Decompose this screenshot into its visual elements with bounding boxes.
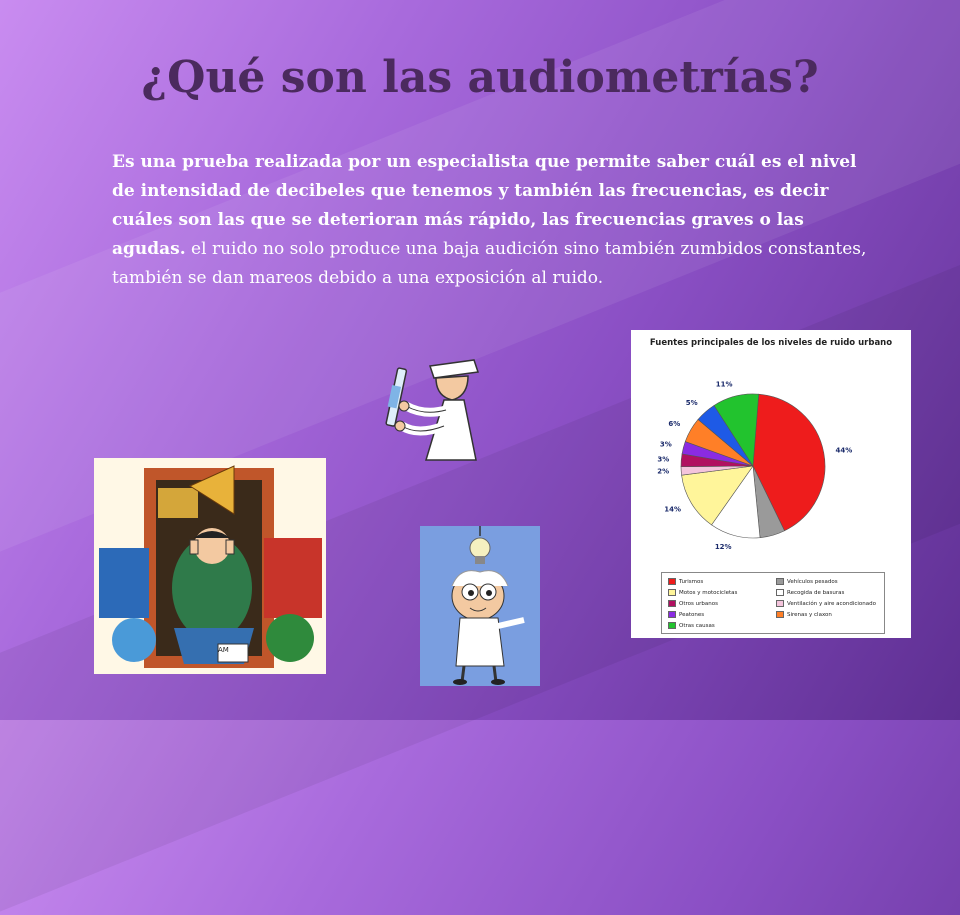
- chart-legend: [661, 572, 885, 634]
- legend-swatch: [668, 622, 676, 629]
- pie-slice-label: 5%: [685, 398, 698, 407]
- legend-swatch: [776, 600, 784, 607]
- legend-label: Vehículos pesados: [787, 578, 838, 585]
- legend-item: [668, 589, 737, 596]
- legend-swatch: [668, 578, 676, 585]
- pie-slice-label: 14%: [664, 505, 682, 514]
- pie-slice-label: 11%: [715, 380, 733, 389]
- legend-item: [668, 622, 715, 629]
- noise-illustration: [94, 458, 326, 674]
- legend-swatch: [668, 611, 676, 618]
- legend-item: [668, 611, 704, 618]
- legend-label: Turismos: [679, 578, 704, 585]
- legend-item: [776, 611, 832, 618]
- legend-swatch: [776, 611, 784, 618]
- nurse-clipart: [372, 356, 484, 466]
- legend-item: [776, 578, 838, 585]
- pie-slice-label: 12%: [714, 543, 732, 552]
- pie-slice-label: 3%: [659, 440, 672, 449]
- noise-signature: AM: [218, 646, 229, 654]
- scientist-clipart: [420, 526, 540, 686]
- pie-slice-label: 44%: [835, 446, 853, 455]
- legend-label: Otros urbanos: [679, 600, 718, 607]
- pie-chart-svg: [631, 330, 911, 570]
- legend-item: [668, 600, 718, 607]
- pie-chart: [631, 330, 911, 638]
- body-text-bold: Es una prueba realizada por un especialista que permite saber cuál es el nivel de intensidad de decibeles que tenemos y también las frecuencias, es decir cuáles son las que se deterioran más rápido, las frecuencias graves o las agudas.: [112, 152, 857, 259]
- legend-swatch: [776, 589, 784, 596]
- pie-slice-label: 6%: [668, 419, 681, 428]
- body-text-normal: el ruido no solo produce una baja audición sino también zumbidos constantes, también se dan mareos debido a una exposición al ruido.: [112, 239, 867, 288]
- pie-slice-label: 3%: [657, 455, 670, 464]
- legend-swatch: [668, 600, 676, 607]
- legend-item: [668, 578, 703, 585]
- legend-label: Peatones: [679, 611, 705, 618]
- legend-item: [776, 589, 844, 596]
- legend-label: Ventilación y aire acondicionado: [787, 600, 877, 607]
- legend-label: Sirenas y claxon: [787, 611, 832, 618]
- legend-label: Otras causas: [679, 622, 715, 629]
- legend-swatch: [776, 578, 784, 585]
- legend-label: Recogida de basuras: [787, 589, 845, 596]
- slide-title: ¿Qué son las audiometrías?: [141, 52, 819, 103]
- legend-label: Motos y motocicletas: [679, 589, 738, 596]
- legend-item: [776, 600, 876, 607]
- legend-swatch: [668, 589, 676, 596]
- pie-slice-label: 2%: [657, 467, 670, 476]
- slide-body-text: [112, 148, 872, 293]
- chart-title: Fuentes principales de los niveles de ruido urbano: [649, 338, 893, 348]
